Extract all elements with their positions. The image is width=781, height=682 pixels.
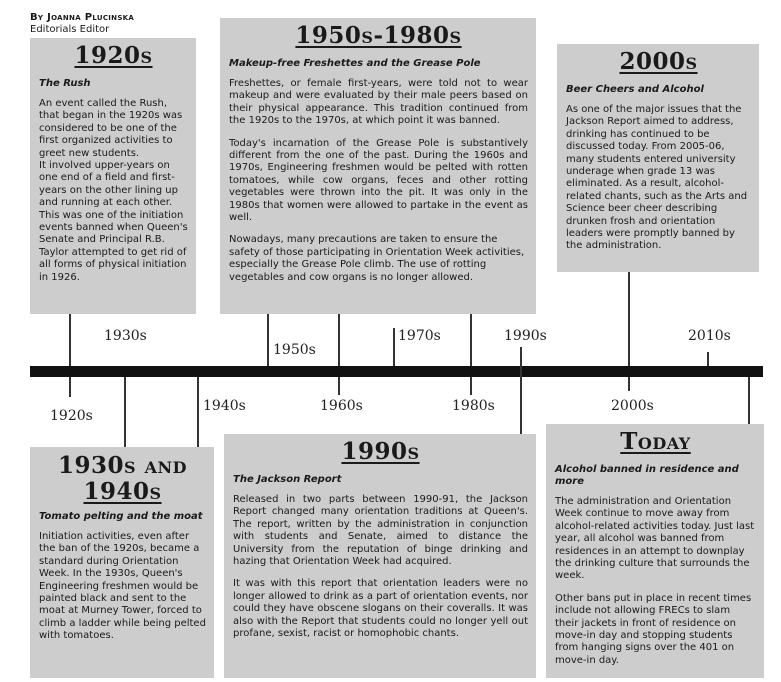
timeline-bar — [30, 366, 763, 377]
tick-2010s — [707, 352, 709, 366]
year-label-1930s: 1930s — [104, 328, 147, 344]
tick-1990s — [520, 347, 522, 435]
tick-today — [748, 377, 750, 424]
author-role: Editorials Editor — [30, 24, 110, 35]
box-subtitle: Beer Cheers and Alcohol — [566, 84, 704, 95]
tick-1960s-top — [338, 314, 340, 366]
box-title: 2000s — [619, 48, 698, 75]
box-paragraph: The administration and Orientation Week continue to move away from alcohol-related activities today. Just last year, all alcohol was banned from residences in an attempt to downplay the drinking culture that surrounds the week. — [555, 496, 755, 582]
tick-1930s — [124, 377, 126, 447]
box-1930s-1940s — [30, 447, 214, 678]
box-paragraph: An event called the Rush, that began in the 1920s was considered to be one of the first organized activities to greet new students. — [39, 98, 183, 159]
box-title: 1920s — [74, 42, 153, 69]
author-name: By Joanna Plucinska — [30, 12, 135, 23]
box-1990s — [224, 434, 536, 678]
tick-1970s — [393, 328, 395, 366]
year-label-1950s: 1950s — [273, 342, 316, 358]
year-label-1920s: 1920s — [50, 408, 93, 424]
box-subtitle: The Jackson Report — [233, 474, 342, 485]
box-2000s — [557, 44, 759, 272]
byline — [30, 12, 134, 36]
box-subtitle: The Rush — [39, 78, 91, 89]
box-paragraph: Freshettes, or female first-years, were told not to wear makeup and were evaluated by their male peers based on their physical appearance. This tradition continued from the 1920s to the 1970s, at which point it was banned. — [229, 78, 528, 127]
box-paragraph: Nowadays, many precautions are taken to ensure the safety of those participating in Orientation Week activities, especially the Grease Pole climb. The use of rotting vegetables and cow organs is no longer allowed. — [229, 234, 525, 283]
year-label-2000s: 2000s — [611, 398, 654, 414]
box-title: 1990s — [341, 438, 420, 465]
box-title: Today — [620, 428, 691, 455]
tick-1940s — [197, 377, 199, 447]
box-paragraph: Today's incarnation of the Grease Pole is substantively different from the one of the past. During the 1960s and 1970s, Engineering freshmen would be pelted with rotten tomatoes, while cow organs, feces and other rotting vegetables were thrown into the pit. It was only in the 1980s that women were allowed to partake in the event as well. — [229, 137, 528, 224]
tick-1980s-top — [470, 314, 472, 366]
box-1950s-1980s — [220, 18, 536, 314]
box-paragraph: Released in two parts between 1990-91, the Jackson Report changed many orientation traditions at Queen's. The report, written by the administration in conjunction with students and Senate, aimed to distance the University from the reputation of binge drinking and hazing that Orientation Week had acquired. — [233, 494, 528, 568]
box-paragraph: As one of the major issues that the Jackson Report aimed to address, drinking has continued to be discussed today. From 2005-06, many students entered university underage when grade 13 was eliminated. As a result, alcohol-related chants, such as the Arts and Science beer cheer describing drunken frosh and orientation leaders were promptly banned by the administration. — [566, 104, 748, 252]
box-paragraph: It was with this report that orientation leaders were no longer allowed to drink as a part of orientation events, nor could they have obscene slogans on their coveralls. It was also with the Report that students could no longer yell out profane, sexist, racist or homophobic chants. — [233, 578, 528, 640]
box-paragraph: Initiation activities, even after the ban of the 1920s, became a standard during Orientation Week. In the 1930s, Queen's Engineering freshmen would be painted black and sent to the moat at Murney Tower, forced to climb a ladder while being pelted with tomatoes. — [39, 531, 206, 642]
box-today — [546, 424, 764, 678]
tick-1920s — [69, 314, 71, 366]
year-label-1980s: 1980s — [452, 398, 495, 414]
year-label-1940s: 1940s — [203, 398, 246, 414]
year-label-1970s: 1970s — [398, 328, 441, 344]
box-1920s — [30, 38, 196, 314]
box-title: 1950s-1980s — [295, 22, 462, 49]
box-subtitle: Alcohol banned in residence and more — [555, 464, 739, 487]
box-subtitle: Makeup-free Freshettes and the Grease Pole — [229, 58, 481, 69]
tick-2000s-top — [628, 272, 630, 366]
year-label-1960s: 1960s — [320, 398, 363, 414]
year-label-2010s: 2010s — [688, 328, 731, 344]
box-paragraph: Other bans put in place in recent times include not allowing FRECs to slam their jackets in front of residence on move-in day and stopping students from hanging signs over the 401 on move-in day. — [555, 592, 752, 666]
tick-1980s-below — [470, 377, 472, 395]
tick-1950s-top — [267, 314, 269, 366]
box-title: 1930s and 1940s — [58, 452, 187, 505]
tick-1920s-below — [69, 377, 71, 397]
tick-1960s-below — [338, 377, 340, 395]
box-paragraph: It involved upper-years on one end of a field and first-years on the other lining up and running at each other. This was one of the initiation events banned when Queen's Senate and Principal R.B. Taylor attempted to get rid of all forms of physical initiation in 1926. — [39, 160, 188, 283]
year-label-1990s: 1990s — [504, 328, 547, 344]
tick-2000s-below — [628, 377, 630, 391]
box-subtitle: Tomato pelting and the moat — [39, 511, 203, 522]
